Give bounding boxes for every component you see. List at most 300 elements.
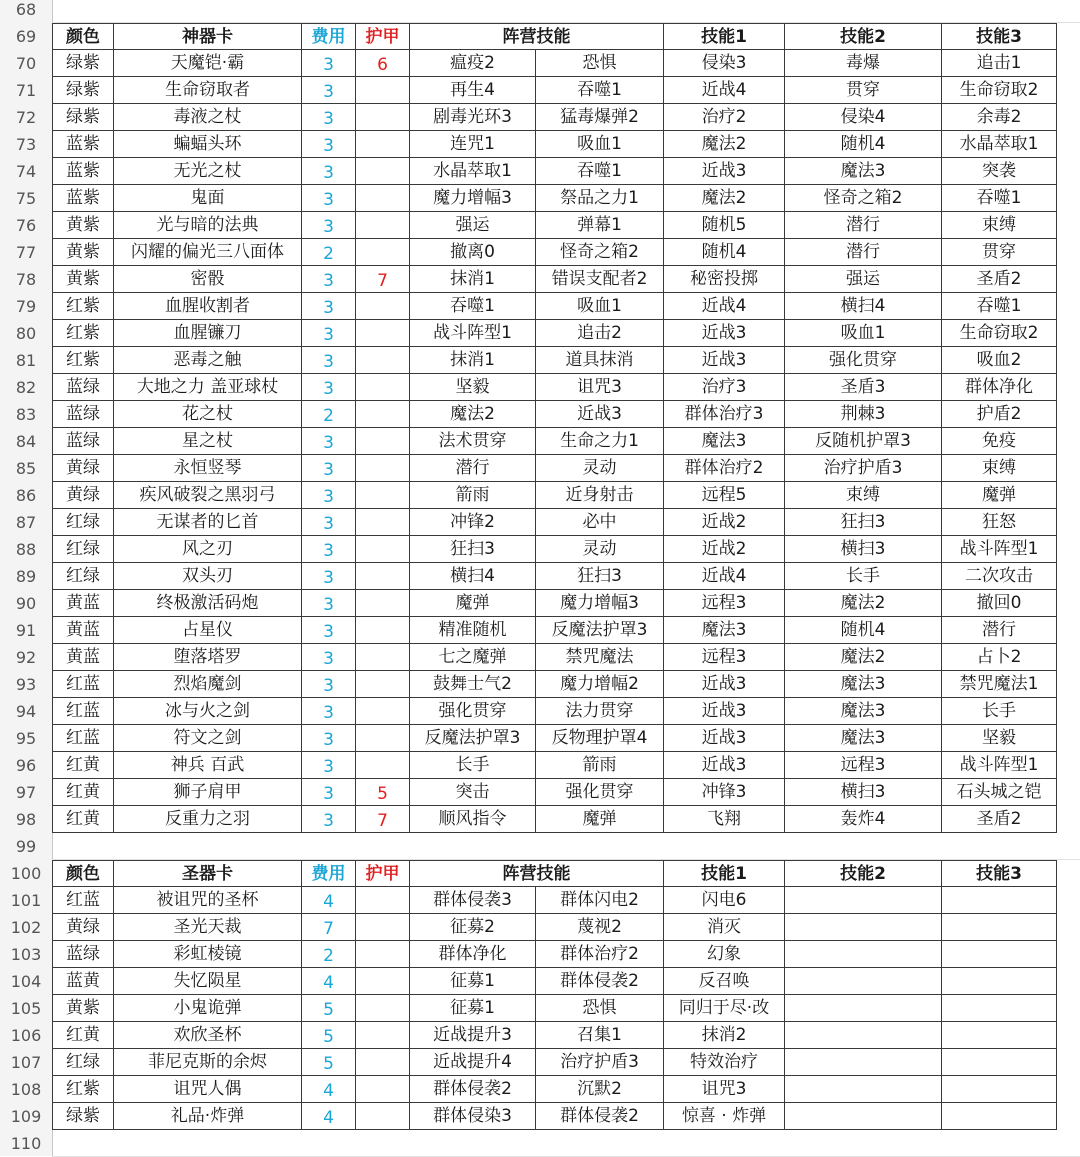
armor-cell[interactable] — [356, 455, 410, 482]
faction-skill-a-cell[interactable]: 水晶萃取1 — [410, 158, 536, 185]
faction-skill-b-cell[interactable]: 诅咒3 — [536, 374, 664, 401]
skill3-cell[interactable]: 水晶萃取1 — [942, 131, 1057, 158]
skill3-cell[interactable] — [942, 914, 1057, 941]
skill1-cell[interactable]: 近战3 — [664, 698, 785, 725]
color-cell[interactable]: 红黄 — [52, 1022, 114, 1049]
cost-cell[interactable]: 3 — [302, 617, 356, 644]
skill3-cell[interactable] — [942, 1103, 1057, 1130]
name-cell[interactable]: 礼品·炸弹 — [114, 1103, 302, 1130]
name-cell[interactable]: 终极激活码炮 — [114, 590, 302, 617]
skill2-cell[interactable]: 魔法2 — [785, 590, 942, 617]
faction-skill-b-cell[interactable]: 怪奇之箱2 — [536, 239, 664, 266]
name-cell[interactable]: 冰与火之剑 — [114, 698, 302, 725]
faction-skill-b-cell[interactable]: 群体侵袭2 — [536, 968, 664, 995]
armor-cell[interactable] — [356, 104, 410, 131]
cost-cell[interactable]: 5 — [302, 1022, 356, 1049]
color-cell[interactable]: 黄紫 — [52, 239, 114, 266]
skill1-cell[interactable]: 近战2 — [664, 509, 785, 536]
color-cell[interactable]: 蓝紫 — [52, 131, 114, 158]
color-cell[interactable]: 蓝紫 — [52, 185, 114, 212]
header-skill2[interactable]: 技能2 — [785, 860, 942, 887]
name-cell[interactable]: 恶毒之触 — [114, 347, 302, 374]
skill1-cell[interactable]: 近战3 — [664, 158, 785, 185]
color-cell[interactable]: 红黄 — [52, 779, 114, 806]
row-number[interactable]: 76 — [15, 216, 37, 235]
name-cell[interactable]: 密骰 — [114, 266, 302, 293]
faction-skill-b-cell[interactable]: 狂扫3 — [536, 563, 664, 590]
skill3-cell[interactable]: 免疫 — [942, 428, 1057, 455]
cost-cell[interactable]: 3 — [302, 725, 356, 752]
skill3-cell[interactable]: 生命窃取2 — [942, 77, 1057, 104]
cost-cell[interactable]: 4 — [302, 1103, 356, 1130]
color-cell[interactable]: 绿紫 — [52, 104, 114, 131]
color-cell[interactable]: 绿紫 — [52, 77, 114, 104]
armor-cell[interactable] — [356, 1076, 410, 1103]
faction-skill-a-cell[interactable]: 横扫4 — [410, 563, 536, 590]
color-cell[interactable]: 黄绿 — [52, 914, 114, 941]
skill3-cell[interactable]: 长手 — [942, 698, 1057, 725]
skill1-cell[interactable]: 近战3 — [664, 725, 785, 752]
cost-cell[interactable]: 3 — [302, 428, 356, 455]
skill2-cell[interactable]: 反随机护罩3 — [785, 428, 942, 455]
faction-skill-b-cell[interactable]: 灵动 — [536, 455, 664, 482]
armor-cell[interactable] — [356, 590, 410, 617]
faction-skill-a-cell[interactable]: 征募1 — [410, 968, 536, 995]
armor-cell[interactable] — [356, 887, 410, 914]
skill3-cell[interactable]: 撤回0 — [942, 590, 1057, 617]
skill3-cell[interactable]: 二次攻击 — [942, 563, 1057, 590]
armor-cell[interactable] — [356, 428, 410, 455]
skill3-cell[interactable]: 护盾2 — [942, 401, 1057, 428]
header-armor[interactable]: 护甲 — [356, 23, 410, 50]
row-number[interactable]: 97 — [15, 783, 37, 802]
armor-cell[interactable] — [356, 77, 410, 104]
skill3-cell[interactable]: 突袭 — [942, 158, 1057, 185]
faction-skill-a-cell[interactable]: 潜行 — [410, 455, 536, 482]
skill1-cell[interactable]: 魔法3 — [664, 428, 785, 455]
cost-cell[interactable]: 3 — [302, 266, 356, 293]
name-cell[interactable]: 被诅咒的圣杯 — [114, 887, 302, 914]
row-number[interactable]: 100 — [10, 864, 42, 883]
skill1-cell[interactable]: 治疗3 — [664, 374, 785, 401]
name-cell[interactable]: 血腥镰刀 — [114, 320, 302, 347]
cost-cell[interactable]: 3 — [302, 158, 356, 185]
name-cell[interactable]: 圣光天裁 — [114, 914, 302, 941]
faction-skill-b-cell[interactable]: 反物理护罩4 — [536, 725, 664, 752]
name-cell[interactable]: 大地之力 盖亚球杖 — [114, 374, 302, 401]
color-cell[interactable]: 红蓝 — [52, 725, 114, 752]
name-cell[interactable]: 占星仪 — [114, 617, 302, 644]
faction-skill-b-cell[interactable]: 强化贯穿 — [536, 779, 664, 806]
row-number[interactable]: 102 — [10, 918, 42, 937]
skill2-cell[interactable]: 魔法2 — [785, 644, 942, 671]
armor-cell[interactable] — [356, 320, 410, 347]
skill3-cell[interactable]: 吸血2 — [942, 347, 1057, 374]
skill2-cell[interactable]: 侵染4 — [785, 104, 942, 131]
skill1-cell[interactable]: 随机4 — [664, 239, 785, 266]
cost-cell[interactable]: 3 — [302, 752, 356, 779]
cost-cell[interactable]: 3 — [302, 455, 356, 482]
skill3-cell[interactable]: 吞噬1 — [942, 185, 1057, 212]
header-faction-skill[interactable]: 阵营技能 — [410, 23, 664, 50]
armor-cell[interactable]: 6 — [356, 50, 410, 77]
skill2-cell[interactable]: 魔法3 — [785, 158, 942, 185]
cost-cell[interactable]: 7 — [302, 914, 356, 941]
armor-cell[interactable]: 5 — [356, 779, 410, 806]
name-cell[interactable]: 堕落塔罗 — [114, 644, 302, 671]
row-number[interactable]: 99 — [15, 837, 37, 856]
name-cell[interactable]: 诅咒人偶 — [114, 1076, 302, 1103]
skill2-cell[interactable]: 荆棘3 — [785, 401, 942, 428]
header-color[interactable]: 颜色 — [52, 23, 114, 50]
skill3-cell[interactable]: 群体净化 — [942, 374, 1057, 401]
faction-skill-a-cell[interactable]: 连咒1 — [410, 131, 536, 158]
skill1-cell[interactable]: 近战3 — [664, 752, 785, 779]
cost-cell[interactable]: 3 — [302, 131, 356, 158]
skill3-cell[interactable]: 战斗阵型1 — [942, 536, 1057, 563]
skill2-cell[interactable]: 魔法3 — [785, 725, 942, 752]
faction-skill-b-cell[interactable]: 恐惧 — [536, 50, 664, 77]
skill1-cell[interactable]: 同归于尽·改 — [664, 995, 785, 1022]
faction-skill-b-cell[interactable]: 吞噬1 — [536, 158, 664, 185]
skill1-cell[interactable]: 随机5 — [664, 212, 785, 239]
row-number[interactable]: 71 — [15, 81, 37, 100]
armor-cell[interactable] — [356, 725, 410, 752]
armor-cell[interactable] — [356, 671, 410, 698]
skill1-cell[interactable]: 近战4 — [664, 563, 785, 590]
row-number[interactable]: 103 — [10, 945, 42, 964]
color-cell[interactable]: 红蓝 — [52, 671, 114, 698]
faction-skill-a-cell[interactable]: 近战提升4 — [410, 1049, 536, 1076]
faction-skill-b-cell[interactable]: 群体侵袭2 — [536, 1103, 664, 1130]
armor-cell[interactable] — [356, 239, 410, 266]
skill1-cell[interactable]: 群体治疗3 — [664, 401, 785, 428]
faction-skill-a-cell[interactable]: 魔法2 — [410, 401, 536, 428]
skill2-cell[interactable]: 潜行 — [785, 212, 942, 239]
color-cell[interactable]: 红黄 — [52, 752, 114, 779]
cost-cell[interactable]: 3 — [302, 779, 356, 806]
armor-cell[interactable] — [356, 293, 410, 320]
cost-cell[interactable]: 3 — [302, 563, 356, 590]
color-cell[interactable]: 蓝紫 — [52, 158, 114, 185]
header-skill3[interactable]: 技能3 — [942, 23, 1057, 50]
skill1-cell[interactable]: 近战2 — [664, 536, 785, 563]
color-cell[interactable]: 黄绿 — [52, 455, 114, 482]
skill3-cell[interactable] — [942, 968, 1057, 995]
name-cell[interactable]: 闪耀的偏光三八面体 — [114, 239, 302, 266]
name-cell[interactable]: 永恒竖琴 — [114, 455, 302, 482]
faction-skill-a-cell[interactable]: 强运 — [410, 212, 536, 239]
color-cell[interactable]: 蓝绿 — [52, 401, 114, 428]
faction-skill-a-cell[interactable]: 法术贯穿 — [410, 428, 536, 455]
name-cell[interactable]: 烈焰魔剑 — [114, 671, 302, 698]
row-number[interactable]: 69 — [15, 27, 37, 46]
skill3-cell[interactable] — [942, 1022, 1057, 1049]
faction-skill-a-cell[interactable]: 瘟疫2 — [410, 50, 536, 77]
name-cell[interactable]: 符文之剑 — [114, 725, 302, 752]
row-number[interactable]: 86 — [15, 486, 37, 505]
skill2-cell[interactable]: 随机4 — [785, 131, 942, 158]
skill2-cell[interactable]: 束缚 — [785, 482, 942, 509]
skill1-cell[interactable]: 魔法3 — [664, 617, 785, 644]
faction-skill-b-cell[interactable]: 吸血1 — [536, 293, 664, 320]
skill1-cell[interactable]: 冲锋3 — [664, 779, 785, 806]
skill3-cell[interactable]: 石头城之铠 — [942, 779, 1057, 806]
faction-skill-b-cell[interactable]: 祭品之力1 — [536, 185, 664, 212]
skill2-cell[interactable]: 横扫3 — [785, 779, 942, 806]
faction-skill-b-cell[interactable]: 道具抹消 — [536, 347, 664, 374]
color-cell[interactable]: 绿紫 — [52, 50, 114, 77]
name-cell[interactable]: 反重力之羽 — [114, 806, 302, 833]
name-cell[interactable]: 失忆陨星 — [114, 968, 302, 995]
color-cell[interactable]: 黄紫 — [52, 995, 114, 1022]
skill2-cell[interactable]: 强运 — [785, 266, 942, 293]
skill2-cell[interactable] — [785, 1103, 942, 1130]
name-cell[interactable]: 疾风破裂之黑羽弓 — [114, 482, 302, 509]
name-cell[interactable]: 彩虹棱镜 — [114, 941, 302, 968]
faction-skill-a-cell[interactable]: 箭雨 — [410, 482, 536, 509]
row-number[interactable]: 80 — [15, 324, 37, 343]
skill3-cell[interactable]: 追击1 — [942, 50, 1057, 77]
color-cell[interactable]: 黄蓝 — [52, 590, 114, 617]
row-number[interactable]: 95 — [15, 729, 37, 748]
header-color[interactable]: 颜色 — [52, 860, 114, 887]
armor-cell[interactable] — [356, 1049, 410, 1076]
row-number[interactable]: 101 — [10, 891, 42, 910]
skill3-cell[interactable]: 战斗阵型1 — [942, 752, 1057, 779]
skill3-cell[interactable] — [942, 1049, 1057, 1076]
cost-cell[interactable]: 2 — [302, 401, 356, 428]
row-number[interactable]: 92 — [15, 648, 37, 667]
skill1-cell[interactable]: 侵染3 — [664, 50, 785, 77]
armor-cell[interactable] — [356, 644, 410, 671]
armor-cell[interactable] — [356, 995, 410, 1022]
color-cell[interactable]: 红紫 — [52, 293, 114, 320]
name-cell[interactable]: 欢欣圣杯 — [114, 1022, 302, 1049]
skill3-cell[interactable]: 坚毅 — [942, 725, 1057, 752]
color-cell[interactable]: 红蓝 — [52, 887, 114, 914]
color-cell[interactable]: 红绿 — [52, 536, 114, 563]
header-skill3[interactable]: 技能3 — [942, 860, 1057, 887]
skill1-cell[interactable]: 秘密投掷 — [664, 266, 785, 293]
color-cell[interactable]: 黄紫 — [52, 266, 114, 293]
faction-skill-a-cell[interactable]: 群体侵染3 — [410, 1103, 536, 1130]
faction-skill-a-cell[interactable]: 鼓舞士气2 — [410, 671, 536, 698]
color-cell[interactable]: 黄绿 — [52, 482, 114, 509]
color-cell[interactable]: 红绿 — [52, 509, 114, 536]
cost-cell[interactable]: 3 — [302, 347, 356, 374]
skill2-cell[interactable]: 贯穿 — [785, 77, 942, 104]
name-cell[interactable]: 菲尼克斯的余烬 — [114, 1049, 302, 1076]
row-number[interactable]: 68 — [15, 0, 37, 19]
armor-cell[interactable] — [356, 482, 410, 509]
row-number[interactable]: 89 — [15, 567, 37, 586]
color-cell[interactable]: 黄蓝 — [52, 617, 114, 644]
cost-cell[interactable]: 3 — [302, 590, 356, 617]
faction-skill-a-cell[interactable]: 近战提升3 — [410, 1022, 536, 1049]
skill1-cell[interactable]: 远程3 — [664, 590, 785, 617]
row-number[interactable]: 73 — [15, 135, 37, 154]
armor-cell[interactable] — [356, 752, 410, 779]
skill1-cell[interactable]: 闪电6 — [664, 887, 785, 914]
skill1-cell[interactable]: 治疗2 — [664, 104, 785, 131]
row-number[interactable]: 74 — [15, 162, 37, 181]
skill2-cell[interactable]: 毒爆 — [785, 50, 942, 77]
faction-skill-a-cell[interactable]: 群体净化 — [410, 941, 536, 968]
color-cell[interactable]: 蓝绿 — [52, 941, 114, 968]
skill1-cell[interactable]: 魔法2 — [664, 131, 785, 158]
faction-skill-b-cell[interactable]: 魔力增幅3 — [536, 590, 664, 617]
faction-skill-b-cell[interactable]: 恐惧 — [536, 995, 664, 1022]
armor-cell[interactable] — [356, 131, 410, 158]
faction-skill-a-cell[interactable]: 吞噬1 — [410, 293, 536, 320]
skill2-cell[interactable] — [785, 1076, 942, 1103]
row-number[interactable]: 104 — [10, 972, 42, 991]
armor-cell[interactable] — [356, 941, 410, 968]
faction-skill-a-cell[interactable]: 征募1 — [410, 995, 536, 1022]
faction-skill-b-cell[interactable]: 沉默2 — [536, 1076, 664, 1103]
row-number[interactable]: 105 — [10, 999, 42, 1018]
armor-cell[interactable] — [356, 563, 410, 590]
name-cell[interactable]: 风之刃 — [114, 536, 302, 563]
armor-cell[interactable]: 7 — [356, 266, 410, 293]
skill3-cell[interactable]: 狂怒 — [942, 509, 1057, 536]
row-number[interactable]: 109 — [10, 1107, 42, 1126]
faction-skill-b-cell[interactable]: 治疗护盾3 — [536, 1049, 664, 1076]
header-faction-skill[interactable]: 阵营技能 — [410, 860, 664, 887]
faction-skill-a-cell[interactable]: 群体侵袭3 — [410, 887, 536, 914]
armor-cell[interactable] — [356, 968, 410, 995]
faction-skill-a-cell[interactable]: 魔弹 — [410, 590, 536, 617]
name-cell[interactable]: 生命窃取者 — [114, 77, 302, 104]
faction-skill-b-cell[interactable]: 吞噬1 — [536, 77, 664, 104]
name-cell[interactable]: 鬼面 — [114, 185, 302, 212]
faction-skill-b-cell[interactable]: 禁咒魔法 — [536, 644, 664, 671]
armor-cell[interactable] — [356, 617, 410, 644]
faction-skill-b-cell[interactable]: 必中 — [536, 509, 664, 536]
skill2-cell[interactable]: 随机4 — [785, 617, 942, 644]
armor-cell[interactable] — [356, 914, 410, 941]
color-cell[interactable]: 红紫 — [52, 320, 114, 347]
armor-cell[interactable] — [356, 1022, 410, 1049]
skill2-cell[interactable]: 轰炸4 — [785, 806, 942, 833]
cost-cell[interactable]: 3 — [302, 104, 356, 131]
faction-skill-b-cell[interactable]: 猛毒爆弹2 — [536, 104, 664, 131]
color-cell[interactable]: 蓝黄 — [52, 968, 114, 995]
row-number[interactable]: 85 — [15, 459, 37, 478]
skill3-cell[interactable]: 束缚 — [942, 455, 1057, 482]
faction-skill-a-cell[interactable]: 撤离0 — [410, 239, 536, 266]
armor-cell[interactable] — [356, 536, 410, 563]
skill1-cell[interactable]: 魔法2 — [664, 185, 785, 212]
row-number[interactable]: 98 — [15, 810, 37, 829]
armor-cell[interactable] — [356, 509, 410, 536]
cost-cell[interactable]: 3 — [302, 293, 356, 320]
header-armor[interactable]: 护甲 — [356, 860, 410, 887]
faction-skill-a-cell[interactable]: 魔力增幅3 — [410, 185, 536, 212]
skill2-cell[interactable] — [785, 1049, 942, 1076]
row-number[interactable]: 91 — [15, 621, 37, 640]
faction-skill-b-cell[interactable]: 群体治疗2 — [536, 941, 664, 968]
cost-cell[interactable]: 3 — [302, 806, 356, 833]
row-number[interactable]: 81 — [15, 351, 37, 370]
name-cell[interactable]: 双头刃 — [114, 563, 302, 590]
cost-cell[interactable]: 3 — [302, 320, 356, 347]
header-cost[interactable]: 费用 — [302, 23, 356, 50]
row-number[interactable]: 79 — [15, 297, 37, 316]
skill3-cell[interactable]: 魔弹 — [942, 482, 1057, 509]
row-number[interactable]: 87 — [15, 513, 37, 532]
skill3-cell[interactable] — [942, 941, 1057, 968]
row-number[interactable]: 110 — [10, 1134, 42, 1153]
cost-cell[interactable]: 5 — [302, 995, 356, 1022]
skill3-cell[interactable]: 吞噬1 — [942, 293, 1057, 320]
faction-skill-a-cell[interactable]: 长手 — [410, 752, 536, 779]
faction-skill-b-cell[interactable]: 吸血1 — [536, 131, 664, 158]
faction-skill-a-cell[interactable]: 突击 — [410, 779, 536, 806]
faction-skill-b-cell[interactable]: 追击2 — [536, 320, 664, 347]
name-cell[interactable]: 神兵 百武 — [114, 752, 302, 779]
cost-cell[interactable]: 5 — [302, 1049, 356, 1076]
name-cell[interactable]: 花之杖 — [114, 401, 302, 428]
armor-cell[interactable] — [356, 1103, 410, 1130]
armor-cell[interactable] — [356, 185, 410, 212]
skill3-cell[interactable] — [942, 995, 1057, 1022]
row-number[interactable]: 75 — [15, 189, 37, 208]
cost-cell[interactable]: 3 — [302, 482, 356, 509]
faction-skill-a-cell[interactable]: 冲锋2 — [410, 509, 536, 536]
skill2-cell[interactable]: 魔法3 — [785, 671, 942, 698]
name-cell[interactable]: 蝙蝠头环 — [114, 131, 302, 158]
header-skill1[interactable]: 技能1 — [664, 860, 785, 887]
faction-skill-a-cell[interactable]: 再生4 — [410, 77, 536, 104]
row-number[interactable]: 108 — [10, 1080, 42, 1099]
faction-skill-b-cell[interactable]: 反魔法护罩3 — [536, 617, 664, 644]
armor-cell[interactable] — [356, 158, 410, 185]
faction-skill-a-cell[interactable]: 反魔法护罩3 — [410, 725, 536, 752]
skill2-cell[interactable] — [785, 995, 942, 1022]
color-cell[interactable]: 蓝绿 — [52, 428, 114, 455]
skill3-cell[interactable]: 圣盾2 — [942, 266, 1057, 293]
cost-cell[interactable]: 3 — [302, 77, 356, 104]
faction-skill-b-cell[interactable]: 群体闪电2 — [536, 887, 664, 914]
row-number[interactable]: 72 — [15, 108, 37, 127]
skill3-cell[interactable]: 贯穿 — [942, 239, 1057, 266]
header-skill1[interactable]: 技能1 — [664, 23, 785, 50]
faction-skill-b-cell[interactable]: 魔力增幅2 — [536, 671, 664, 698]
skill3-cell[interactable]: 生命窃取2 — [942, 320, 1057, 347]
cost-cell[interactable]: 3 — [302, 698, 356, 725]
color-cell[interactable]: 红紫 — [52, 347, 114, 374]
header-skill2[interactable]: 技能2 — [785, 23, 942, 50]
cost-cell[interactable]: 4 — [302, 968, 356, 995]
skill1-cell[interactable]: 飞翔 — [664, 806, 785, 833]
skill2-cell[interactable]: 长手 — [785, 563, 942, 590]
name-cell[interactable]: 天魔铠·霸 — [114, 50, 302, 77]
color-cell[interactable]: 红蓝 — [52, 698, 114, 725]
cost-cell[interactable]: 3 — [302, 50, 356, 77]
cost-cell[interactable]: 3 — [302, 212, 356, 239]
skill2-cell[interactable]: 圣盾3 — [785, 374, 942, 401]
skill1-cell[interactable]: 近战3 — [664, 347, 785, 374]
name-cell[interactable]: 血腥收割者 — [114, 293, 302, 320]
row-number[interactable]: 77 — [15, 243, 37, 262]
faction-skill-a-cell[interactable]: 征募2 — [410, 914, 536, 941]
name-cell[interactable]: 小鬼诡弹 — [114, 995, 302, 1022]
faction-skill-b-cell[interactable]: 蔑视2 — [536, 914, 664, 941]
skill3-cell[interactable]: 潜行 — [942, 617, 1057, 644]
faction-skill-b-cell[interactable]: 法力贯穿 — [536, 698, 664, 725]
